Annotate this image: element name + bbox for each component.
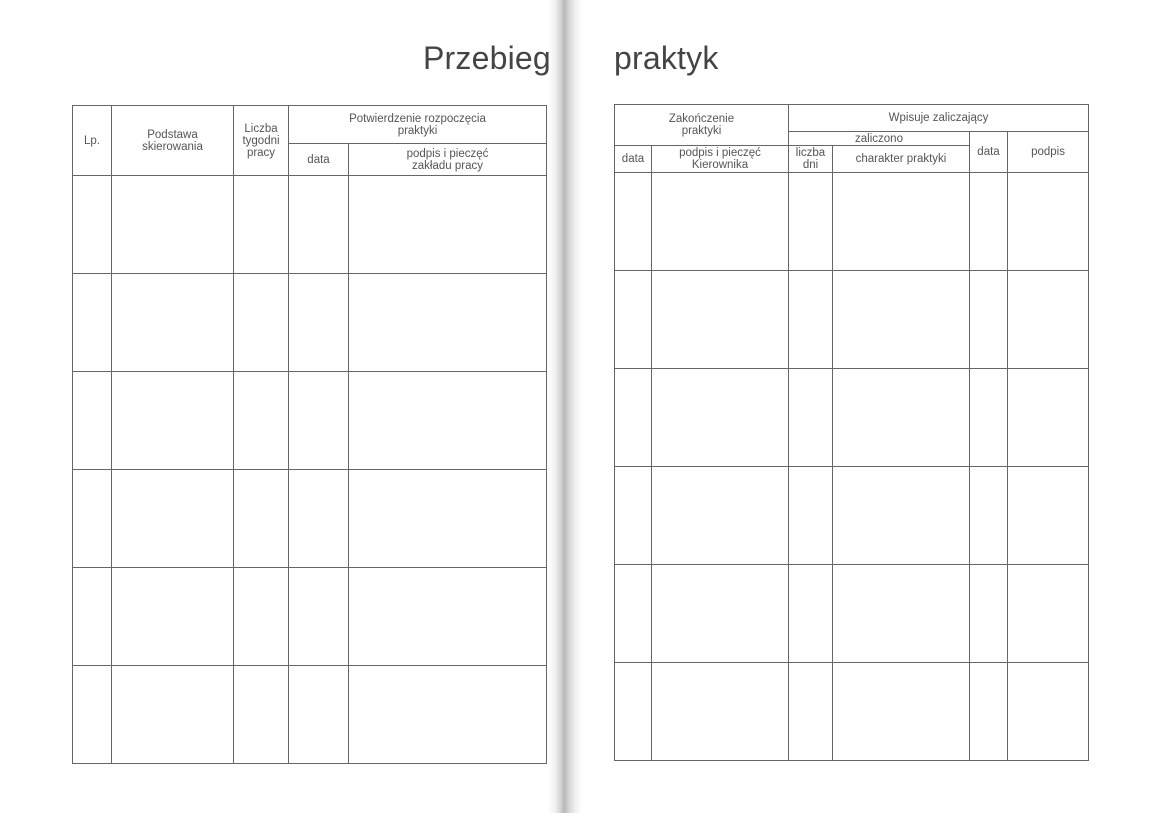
header-lp: Lp. xyxy=(73,106,112,176)
table-row xyxy=(73,470,547,568)
left-practice-table xyxy=(72,105,547,764)
header-liczba: Liczba tygodni pracy xyxy=(234,106,289,176)
page-title-left: Przebieg xyxy=(423,40,551,76)
table-row xyxy=(615,663,1089,761)
header-zaliczono: zaliczono xyxy=(789,132,970,146)
header-wpisuje: Wpisuje zaliczający xyxy=(789,105,1089,132)
header-podpis-zakladu: podpis i pieczęć zakładu pracy xyxy=(349,144,547,176)
header-liczba-dni: liczba dni xyxy=(789,146,833,173)
table-row xyxy=(615,467,1089,565)
header-data: data xyxy=(615,146,652,173)
page-title-right: praktyk xyxy=(614,40,719,76)
table-row xyxy=(73,274,547,372)
header-podpis: podpis xyxy=(1008,132,1089,173)
header-zakonczenie: Zakończenie praktyki xyxy=(615,105,789,146)
header-podstawa: Podstawa skierowania xyxy=(112,106,234,176)
table-row xyxy=(615,369,1089,467)
header-charakter: charakter praktyki xyxy=(833,146,970,173)
table-row xyxy=(73,176,547,274)
table-row xyxy=(73,568,547,666)
right-practice-table xyxy=(614,104,1089,761)
header-potwierdzenie: Potwierdzenie rozpoczęcia praktyki xyxy=(289,106,547,144)
header-data: data xyxy=(289,144,349,176)
header-data-zal: data xyxy=(970,132,1008,173)
table-row xyxy=(73,372,547,470)
header-podpis-kierownika: podpis i pieczęć Kierownika xyxy=(652,146,789,173)
book-spine-shadow xyxy=(548,0,582,813)
table-row xyxy=(73,666,547,764)
table-row xyxy=(615,565,1089,663)
table-row xyxy=(615,271,1089,369)
table-row xyxy=(615,173,1089,271)
